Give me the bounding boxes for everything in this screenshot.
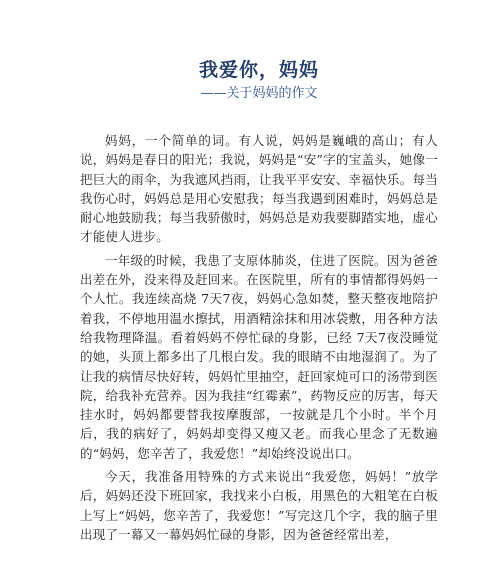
document-subtitle: ——关于妈妈的作文 <box>200 86 318 101</box>
document-body <box>80 131 438 544</box>
paragraph-2: 一年级的时候，我患了支原体肺炎，住进了医院。因为爸爸出差在外，没来得及赶回来。在医院里，所有的事情都得妈妈一个人忙。我连续高烧 7天7夜，妈妈心急如焚，整天整夜地陪护着我，不停地用温水擦拭，用酒精涂抹和用冰袋敷，用各种方法给我物理降温。看着妈妈不停忙碌的身影，已经 7天7夜没睡觉的她，头顶上都多出了几根白发。我的眼睛不由地湿润了。为了让我的病情尽快好转，妈妈忙里抽空，赶回家炖可口的汤带到医院，给我补充营养。因为我挂“红霉素”，药物反应的厉害，每天挂水时，妈妈都要替我按摩腹部，一按就是几个小时。半个月后，我的病好了，妈妈却变得又瘦又老。而我心里念了无数遍的“妈妈，您辛苦了，我爱您！”却始终没说出口。 <box>80 252 438 461</box>
paragraph-1: 妈妈，一个简单的词。有人说，妈妈是巍峨的高山；有人说，妈妈是春日的阳光；我说，妈妈是“安”字的宝盖头，她像一把巨大的雨伞，为我遮风挡雨，让我平平安安、幸福快乐。每当我伤心时，妈妈总是用心安慰我；每当我遇到困难时，妈妈总是耐心地鼓励我；每当我骄傲时，妈妈总是劝我要脚踏实地，虚心才能使人进步。 <box>80 133 438 245</box>
paragraph-3: 今天，我准备用特殊的方式来说出“我爱您，妈妈！”放学后，妈妈还没下班回家，我找来小白板，用黑色的大粗笔在白板上写上“妈妈，您辛苦了，我爱您！”写完这几个字，我的脑子里出现了一幕又一幕妈妈忙碌的身影，因为爸爸经常出差， <box>80 469 438 542</box>
document-title: 我爱你，妈妈 <box>198 59 319 81</box>
